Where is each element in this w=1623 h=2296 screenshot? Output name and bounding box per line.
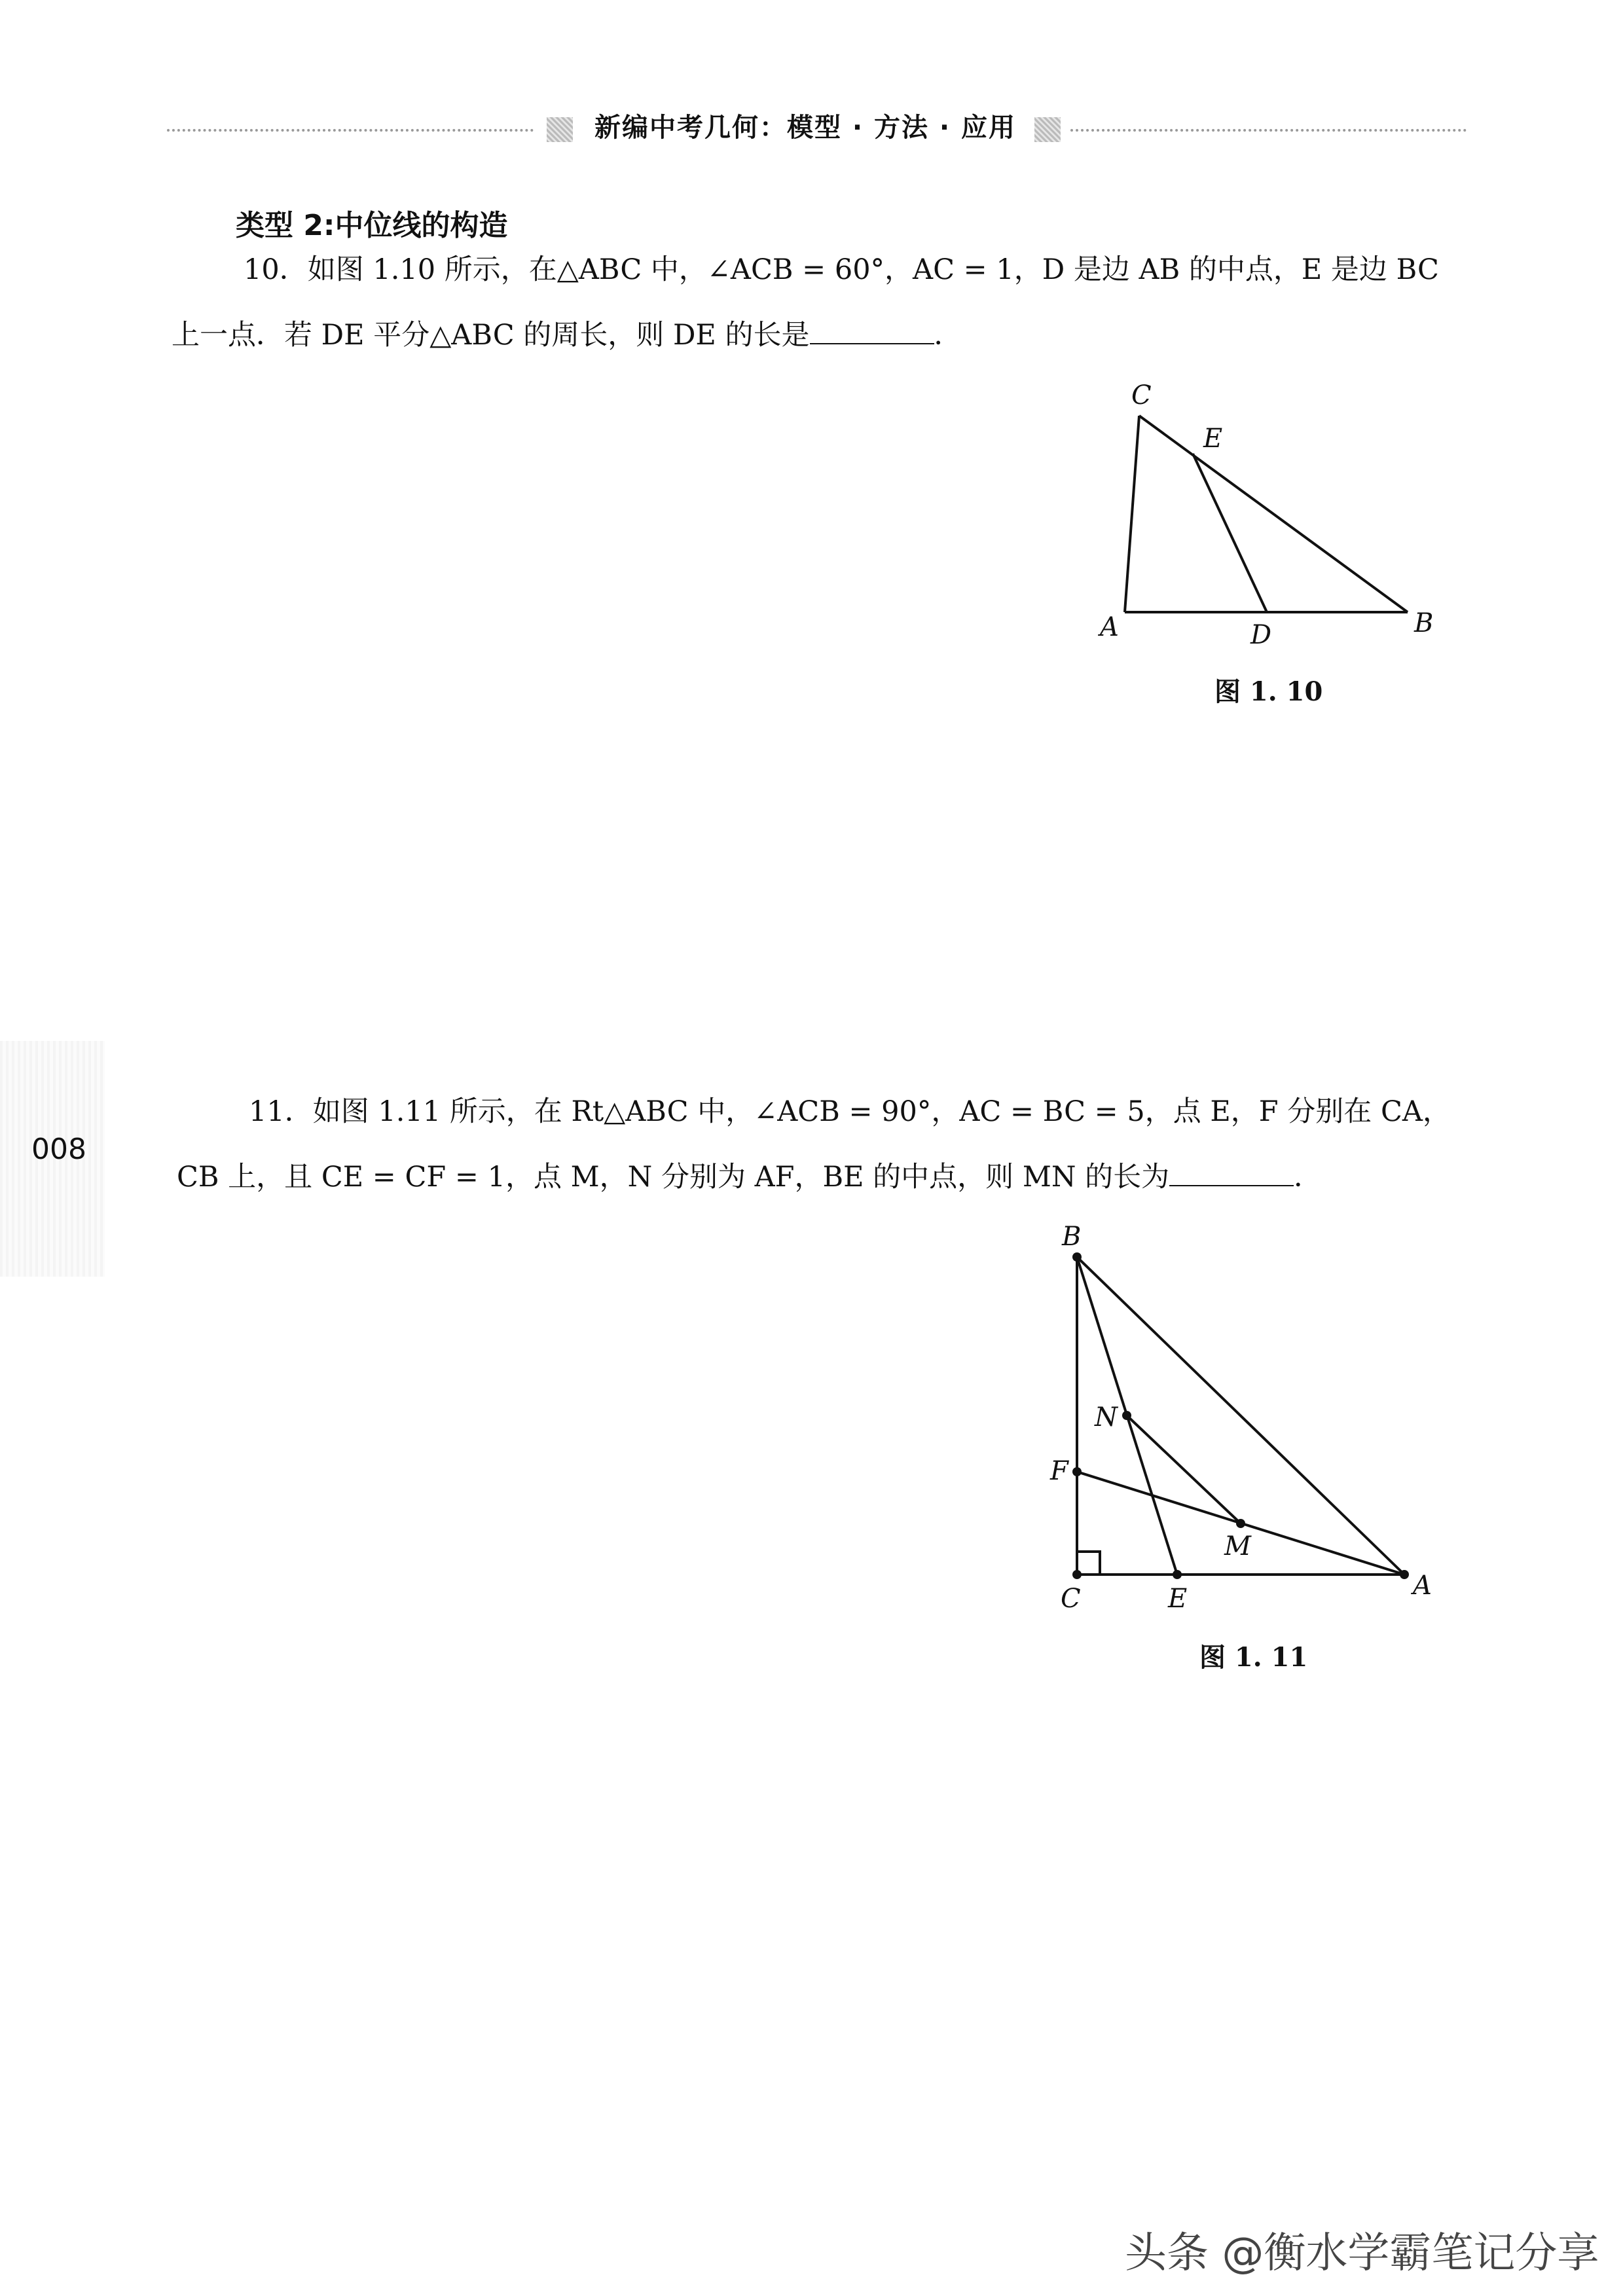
answer-blank-11[interactable] <box>1169 1159 1294 1186</box>
label-B: B <box>1414 608 1434 638</box>
section-title: 类型 2:中位线的构造 <box>236 209 508 242</box>
problem-10-end: ． <box>934 319 962 352</box>
label-N: N <box>1095 1402 1118 1432</box>
problem-10 <box>172 237 1474 368</box>
label-D: D <box>1250 620 1272 650</box>
problem-10-line-2 <box>172 302 1474 368</box>
header-dotted-rule-left <box>167 129 534 132</box>
right-angle-mark <box>1077 1552 1100 1575</box>
header-ornament-right <box>1034 117 1061 142</box>
label-C: C <box>1061 1584 1081 1614</box>
running-header <box>167 108 1467 147</box>
label-C: C <box>1131 380 1152 410</box>
label-B: B <box>1062 1222 1082 1252</box>
label-E: E <box>1203 424 1223 454</box>
label-A: A <box>1100 612 1119 642</box>
problem-11-line-2 <box>177 1144 1480 1210</box>
answer-blank-10[interactable] <box>810 317 934 344</box>
figure-1-11-svg <box>1048 1218 1453 1624</box>
figure-1-10-caption: 图 1. 10 <box>1214 676 1323 707</box>
header-ornament-left <box>547 117 573 142</box>
figure-1-10 <box>1087 376 1453 658</box>
problem-10-line-1: 10．如图 1.10 所示，在△ABC 中，∠ACB = 60°，AC = 1，D 是边 AB 的中点，E 是边 BC <box>244 253 1439 286</box>
point-C <box>1072 1570 1082 1579</box>
figure-1-11 <box>1048 1218 1453 1624</box>
page-number: 008 <box>31 1133 86 1166</box>
point-M <box>1236 1519 1245 1528</box>
label-E: E <box>1168 1584 1188 1614</box>
problem-11 <box>177 1079 1480 1210</box>
point-E <box>1173 1570 1182 1579</box>
label-F: F <box>1050 1456 1068 1486</box>
point-B <box>1072 1252 1082 1262</box>
label-A: A <box>1413 1571 1432 1601</box>
point-A <box>1400 1570 1409 1579</box>
segment-CB <box>1139 416 1408 612</box>
header-dotted-rule-right <box>1070 129 1467 132</box>
point-N <box>1122 1411 1131 1420</box>
problem-10-line-2-text: 上一点．若 DE 平分△ABC 的周长，则 DE 的长是 <box>172 319 810 352</box>
label-M: M <box>1224 1531 1251 1561</box>
segment-DE <box>1193 454 1267 612</box>
watermark: 头条 @衡水学霸笔记分享 <box>1125 2229 1599 2278</box>
figure-1-11-caption: 图 1. 11 <box>1199 1642 1308 1673</box>
problem-11-line-1: 11．如图 1.11 所示，在 Rt△ABC 中，∠ACB = 90°，AC = BC = 5，点 E，F 分别在 CA， <box>249 1095 1451 1128</box>
problem-11-end: ． <box>1294 1161 1322 1194</box>
figure-1-10-svg <box>1087 376 1453 658</box>
point-F <box>1072 1467 1082 1476</box>
problem-11-line-2-text: CB 上，且 CE = CF = 1，点 M，N 分别为 AF，BE 的中点，则 MN 的长为 <box>177 1161 1170 1194</box>
header-title: 新编中考几何：模型 · 方法 · 应用 <box>594 113 1017 143</box>
segment-CA <box>1125 416 1139 612</box>
